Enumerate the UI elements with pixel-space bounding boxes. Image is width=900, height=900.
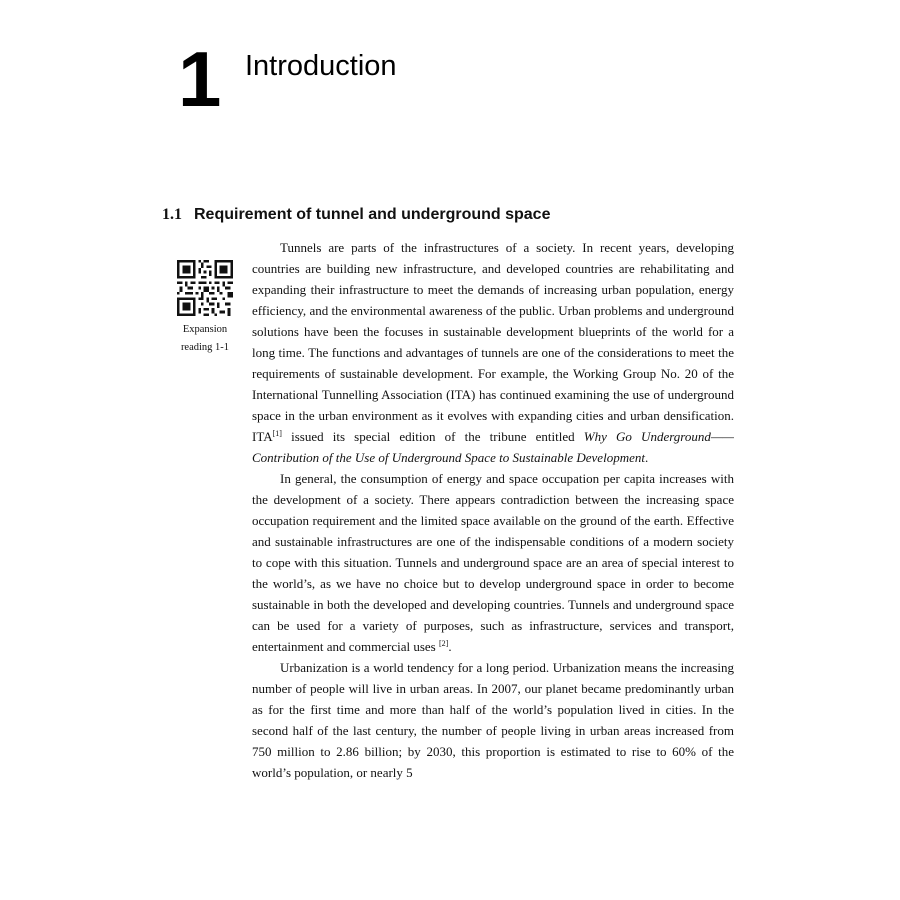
paragraph-3: Urbanization is a world tendency for a long period. Urbanization means the increasing number of people will live in urban areas. In 2007, our planet became predominantly urban as for the first time and more than half of the world’s population lived in cities. In the second half of the last century, the number of people living in urban areas increased from 750 million to 2.86 billion; by 2030, this proportion is estimated to rise to 60% of the world’s population, or nearly 5	[252, 660, 734, 780]
section-number: 1.1	[162, 206, 182, 223]
reference-2-link[interactable]: [2]	[438, 639, 449, 648]
qr-code-icon[interactable]	[177, 260, 233, 316]
paragraph-1-text-cont: issued its special edition of the tribune entitled	[281, 429, 584, 444]
qr-caption-line-1: Expansion	[182, 324, 228, 335]
publication-title: Why Go Underground——Contribution of the Use of Underground Space to Sustainable Development	[252, 429, 734, 465]
section-heading	[162, 204, 550, 226]
chapter-number: 1	[178, 35, 222, 123]
qr-caption	[160, 321, 250, 357]
paragraph-2-text: In general, the consumption of energy and space occupation per capita increases with the development of a society. There appears contradiction between the increasing space occupation requirement and the limited space available on the ground of the earth. Effective and sustainable infrastructures are one of the indispensable conditions of a modern society to cope with this situation. Tunnels and underground space are an area of special interest to the world’s, as we have no choice but to develop underground space in order to become sustainable in both the developed and developing countries. Tunnels and underground space can be used for a variety of purposes, such as infrastructure, services and transport, entertainment and commercial uses	[252, 471, 734, 654]
paragraph-2	[252, 468, 734, 657]
paragraph-1-text: Tunnels are parts of the infrastructures of a society. In recent years, developing countries are building new infrastructure, and developed countries are rehabilitating and expanding their infrastructure to meet the demands of increasing urban population, energy efficiency, and the environmental awareness of the public. Urban problems and underground solutions have been the focuses in sustainable development blueprints of the world for a long time. The functions and advantages of tunnels are one of the considerations to meet the requirements of sustainable development. For example, the Working Group No. 20 of the International Tunnelling Association (ITA) has continued examining the use of underground space in the urban environment as it evolves with expanding cities and urban densification. ITA	[252, 240, 734, 444]
paragraph-2-end: .	[448, 639, 452, 654]
chapter-title: Introduction	[245, 50, 397, 82]
paragraph-1-end: .	[644, 450, 649, 465]
reference-1-link[interactable]: [1]	[272, 429, 282, 438]
body-text	[252, 237, 734, 783]
section-title: Requirement of tunnel and underground space	[194, 206, 551, 223]
qr-caption-line-2: reading 1-1	[180, 342, 230, 353]
paragraph-1	[252, 237, 734, 468]
